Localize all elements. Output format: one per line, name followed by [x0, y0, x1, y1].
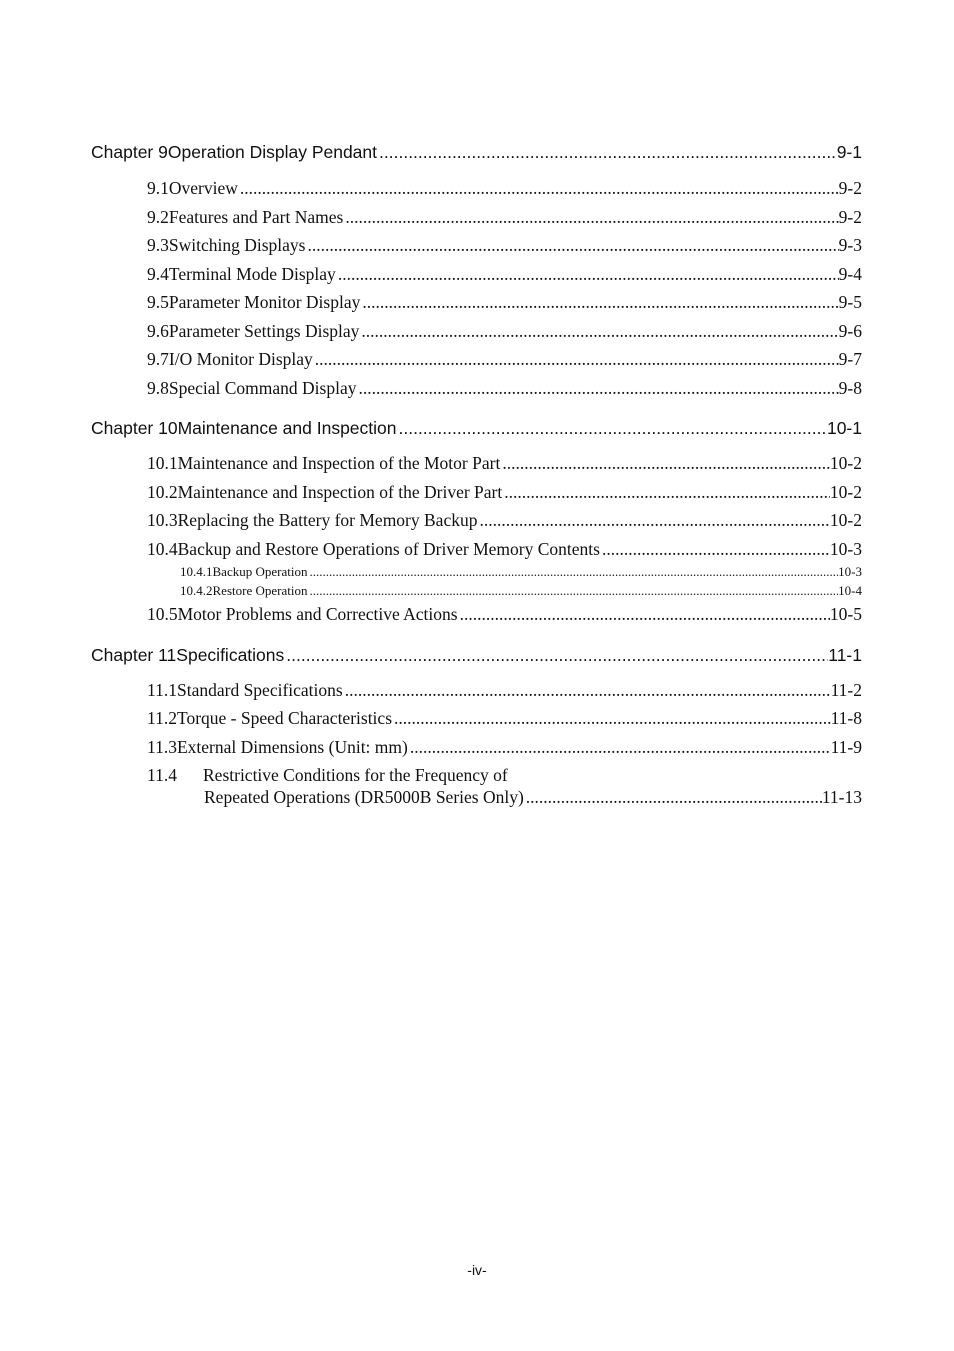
section-title: Torque - Speed Characteristics [176, 708, 393, 728]
toc-section[interactable] [91, 600, 862, 629]
section-number: 9.8 [147, 377, 169, 398]
section-number: 10.4 [147, 538, 178, 559]
section-number: 11.3 [147, 736, 177, 757]
page-number: 10-2 [829, 481, 862, 502]
table-of-contents [91, 140, 862, 808]
subsection-number: 10.4.2 [180, 582, 213, 598]
section-number: 11.1 [147, 679, 177, 700]
section-title: Maintenance and Inspection of the Driver Part [177, 481, 503, 502]
subsection-number: 10.4.1 [180, 564, 213, 579]
page-number: 9-5 [838, 292, 862, 312]
leader-dots [360, 288, 838, 317]
section-number: 9.1 [147, 178, 169, 198]
toc-section[interactable] [91, 260, 862, 289]
toc-chapter-11[interactable] [91, 643, 862, 667]
toc-section[interactable] [91, 478, 862, 507]
toc-section-multiline[interactable] [91, 764, 862, 808]
section-title: External Dimensions (Unit: mm) [176, 736, 408, 757]
chapter-number: Chapter 10 [91, 418, 178, 438]
page-number: 9-3 [838, 235, 862, 255]
leader-dots [458, 600, 830, 629]
section-title: Switching Displays [168, 235, 306, 255]
leader-dots [357, 374, 839, 403]
section-number: 9.2 [147, 206, 169, 227]
section-number: 9.6 [147, 320, 169, 341]
toc-section[interactable] [91, 506, 862, 535]
leader-dots [307, 582, 838, 601]
toc-section[interactable] [91, 449, 862, 478]
chapter-title: Specifications [176, 644, 285, 665]
section-title: Maintenance and Inspection of the Motor Part [177, 453, 501, 473]
subsection-title: Restore Operation [212, 582, 308, 598]
leader-dots [343, 676, 831, 705]
leader-dots [313, 345, 839, 374]
leader-dots [477, 506, 829, 535]
toc-section[interactable] [91, 374, 862, 403]
section-title: Overview [168, 178, 238, 198]
section-title-line-2: Repeated Operations (DR5000B Series Only) [204, 787, 524, 807]
leader-dots [502, 478, 830, 507]
page-number: 10-2 [829, 453, 862, 473]
section-title: Replacing the Battery for Memory Backup [177, 510, 478, 530]
page-number: 9-7 [838, 349, 862, 369]
section-title: Motor Problems and Corrective Actions [177, 604, 458, 624]
toc-section[interactable] [91, 345, 862, 374]
subsection-title: Backup Operation [212, 564, 308, 579]
leader-dots [343, 203, 838, 232]
leader-dots [377, 140, 837, 164]
toc-section[interactable] [91, 704, 862, 733]
page-footer-number: -iv- [467, 1262, 487, 1278]
leader-dots [524, 786, 822, 808]
toc-section[interactable] [91, 174, 862, 203]
leader-dots [284, 643, 828, 667]
toc-section[interactable] [91, 203, 862, 232]
section-number: 11.2 [147, 708, 177, 728]
chapter-number: Chapter 9 [91, 142, 168, 162]
page-number: 10-5 [829, 604, 862, 624]
toc-section[interactable] [91, 317, 862, 346]
chapter-title: Operation Display Pendant [167, 142, 378, 162]
section-title: Parameter Monitor Display [168, 292, 361, 312]
toc-section[interactable] [91, 535, 862, 564]
section-number: 9.7 [147, 349, 169, 369]
page-number: 10-3 [829, 538, 862, 559]
section-title-line-1: Restrictive Conditions for the Frequency of [203, 765, 508, 785]
leader-dots [359, 317, 838, 346]
page-number: 9-6 [838, 320, 862, 341]
leader-dots [397, 416, 827, 440]
section-title: Features and Part Names [168, 206, 344, 227]
section-title: I/O Monitor Display [168, 349, 313, 369]
toc-subsection[interactable] [91, 563, 862, 582]
section-number: 9.4 [147, 263, 169, 284]
leader-dots [238, 174, 839, 203]
toc-subsection[interactable] [91, 582, 862, 601]
leader-dots [408, 733, 831, 762]
page-number: 11-8 [830, 708, 862, 728]
chapter-number: Chapter 11 [91, 644, 177, 665]
page-number: 9-2 [838, 178, 862, 198]
section-number: 10.1 [147, 453, 178, 473]
section-number: 11.4 [147, 765, 177, 785]
section-title: Terminal Mode Display [168, 263, 336, 284]
section-number: 9.5 [147, 292, 169, 312]
page-number: 9-4 [838, 263, 862, 284]
page-number: 9-8 [838, 377, 862, 398]
toc-section[interactable] [91, 288, 862, 317]
leader-dots [500, 449, 830, 478]
section-number: 10.5 [147, 604, 178, 624]
section-title: Special Command Display [168, 377, 357, 398]
page-number: 10-2 [829, 510, 862, 530]
page-number: 11-9 [830, 736, 862, 757]
chapter-title: Maintenance and Inspection [177, 418, 397, 438]
page-number: 11-13 [821, 787, 862, 807]
leader-dots [392, 704, 831, 733]
page-number: 11-2 [830, 679, 862, 700]
section-title: Standard Specifications [176, 679, 343, 700]
page-number: 11-1 [828, 644, 862, 665]
toc-section[interactable] [91, 676, 862, 705]
page-number: 10-1 [826, 418, 862, 438]
section-number: 10.3 [147, 510, 178, 530]
leader-dots [336, 260, 839, 289]
toc-section[interactable] [91, 733, 862, 762]
section-number: 9.3 [147, 235, 169, 255]
toc-chapter-10[interactable] [91, 416, 862, 440]
leader-dots [600, 535, 830, 564]
section-title: Parameter Settings Display [168, 320, 360, 341]
section-title: Backup and Restore Operations of Driver Memory Contents [177, 538, 600, 559]
page-number: 9-1 [836, 142, 862, 162]
leader-dots [307, 563, 838, 582]
page-number: 10-3 [838, 564, 862, 579]
page-number: 9-2 [838, 206, 862, 227]
toc-chapter-9[interactable] [91, 140, 862, 164]
page-number: 10-4 [838, 582, 862, 598]
section-number: 10.2 [147, 481, 178, 502]
toc-section[interactable] [91, 231, 862, 260]
leader-dots [305, 231, 838, 260]
